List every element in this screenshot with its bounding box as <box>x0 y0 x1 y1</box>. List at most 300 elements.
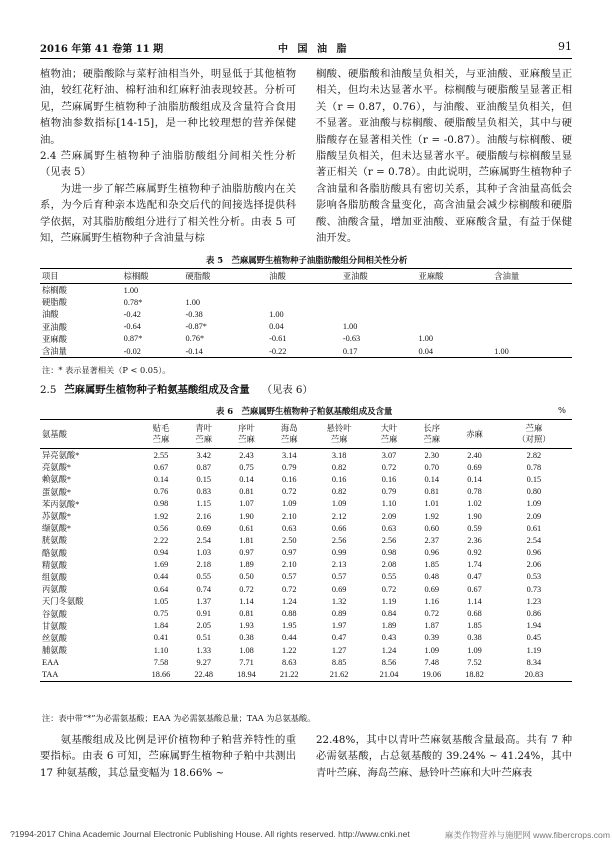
table-cell: 0.72 <box>281 487 297 497</box>
table-cell: 18.66 <box>151 669 171 679</box>
table-cell: 0.87 <box>196 462 211 472</box>
table-cell: 2.08 <box>381 560 397 570</box>
running-header <box>40 40 572 58</box>
table-cell: 0.57 <box>331 572 347 582</box>
table-cell: 0.67 <box>467 584 482 594</box>
table-cell <box>343 284 419 297</box>
table-6-note: 注：表中带“*”为必需氨基酸；EAA 为必需氨基酸总量；TAA 为总氨基酸。 <box>42 713 316 723</box>
table-cell: 0.72 <box>239 584 254 594</box>
table-cell: 1.09 <box>424 645 440 655</box>
table-cell: 0.84 <box>381 609 397 619</box>
table-row-label: 苯丙氨酸* <box>42 499 80 509</box>
table-cell: 0.76 <box>153 487 169 497</box>
table-cell: 1.00 <box>123 285 139 295</box>
table-summary-row <box>40 668 572 681</box>
table-cell: 0.78 <box>467 487 482 497</box>
table-cell: 1.01 <box>424 499 440 509</box>
table-row <box>40 620 572 632</box>
section-2-5-title <box>40 381 313 396</box>
table-cell: 0.81 <box>424 487 440 497</box>
table-cell: 2.40 <box>467 450 482 460</box>
table-row-label: 亚油酸 <box>42 322 67 332</box>
table-cell: -0.64 <box>123 322 141 332</box>
table-cell <box>494 308 572 320</box>
table-cell: 0.47 <box>467 572 482 582</box>
table-5-header-cell: 含油量 <box>494 269 572 284</box>
table-cell: 2.54 <box>526 535 542 545</box>
table-cell: 0.14 <box>239 474 254 484</box>
table-cell: 1.94 <box>526 621 542 631</box>
table-5-body <box>40 284 572 358</box>
table-5-header-cell: 亚麻酸 <box>419 269 495 284</box>
table-row-label: 赖氨酸* <box>42 475 72 485</box>
table-cell: 0.89 <box>331 609 347 619</box>
table-cell: 0.92 <box>467 548 482 558</box>
table-cell: 1.10 <box>153 645 169 655</box>
table-row-label: 甘氨酸 <box>42 621 67 631</box>
table-cell: 0.72 <box>281 584 297 594</box>
table-cell: 1.92 <box>424 511 440 521</box>
table-row-label: 缬氨酸* <box>42 524 72 534</box>
table-cell: 0.48 <box>424 572 440 582</box>
table-6 <box>40 419 572 682</box>
table-cell: 1.87 <box>424 621 440 631</box>
left-column <box>40 66 296 246</box>
table-row-label: TAA <box>42 669 59 679</box>
table-cell: 0.97 <box>281 548 297 558</box>
table-row <box>40 632 572 644</box>
table-cell: 2.36 <box>467 535 482 545</box>
table-row-label: 异亮氨酸* <box>42 451 80 461</box>
table-row-label: 苏氨酸* <box>42 512 72 522</box>
table-cell: -0.38 <box>185 309 203 319</box>
table-cell: 0.80 <box>526 487 542 497</box>
table-cell: 2.12 <box>331 511 347 521</box>
table-cell: -0.14 <box>185 346 203 356</box>
table-6-header-cell: 苎麻 （对照） <box>496 420 572 449</box>
table-cell: 0.78 <box>526 462 542 472</box>
table-row-label: EAA <box>42 657 60 667</box>
table-cell: 1.00 <box>494 346 509 356</box>
copyright-line: ?1994-2017 China Academic Journal Electronic Publishing House. All rights reserved. http://www.cnki.net <box>10 829 410 839</box>
table-row <box>40 473 572 485</box>
table-cell: 1.00 <box>342 322 358 332</box>
table-cell: 3.18 <box>331 450 347 460</box>
table-cell: 0.44 <box>281 633 297 643</box>
table-cell <box>419 321 495 333</box>
table-6-header-cell: 贴毛 苎麻 <box>140 420 183 449</box>
table-cell: -0.42 <box>123 309 141 319</box>
table-cell: 0.55 <box>381 572 397 582</box>
table-row <box>40 534 572 546</box>
table-cell: 1.81 <box>239 535 254 545</box>
table-5-header-cell: 硬脂酸 <box>185 269 269 284</box>
table-row <box>40 583 572 595</box>
table-cell: 22.48 <box>194 669 214 679</box>
table-cell: 7.52 <box>467 657 482 667</box>
table-cell: 1.22 <box>281 645 297 655</box>
table-cell: 1.37 <box>196 596 211 606</box>
paragraph-correlation-intro: 为进一步了解苎麻属野生植物种子油脂肪酸内在关系，为今后育种亲本选配和杂交后代的间接选择提供科学依据，对其脂肪酸组分进行了相关性分析。由表 5 可知，苎麻属野生植物种子含油量与棕 <box>40 182 296 245</box>
table-cell: 0.57 <box>281 572 297 582</box>
table-cell: 1.74 <box>467 560 482 570</box>
table-cell <box>494 333 572 345</box>
table-cell: 2.55 <box>153 450 169 460</box>
table-cell: 0.73 <box>526 584 542 594</box>
table-cell: 21.04 <box>379 669 399 679</box>
bottom-left-column <box>40 732 296 781</box>
table-cell: 1.90 <box>239 511 254 521</box>
table-cell: 2.37 <box>424 535 440 545</box>
table-row <box>40 522 572 534</box>
table-cell: 8.56 <box>381 657 397 667</box>
table-cell: 0.70 <box>424 462 440 472</box>
table-cell: 0.53 <box>526 572 542 582</box>
table-cell: 9.27 <box>196 657 211 667</box>
table-cell: 2.50 <box>281 535 297 545</box>
table-row <box>40 498 572 510</box>
table-cell: 1.89 <box>239 560 254 570</box>
table-6-header-cell: 海岛 苎麻 <box>268 420 311 449</box>
table-6-header-cell: 长序 苎麻 <box>410 420 453 449</box>
table-row <box>40 296 572 308</box>
table-row <box>40 486 572 498</box>
table-cell: 2.56 <box>381 535 397 545</box>
table-cell: 2.10 <box>281 511 297 521</box>
table-cell: 0.44 <box>153 572 169 582</box>
table-row <box>40 345 572 358</box>
table-row <box>40 644 572 656</box>
paragraph-correlation-results: 榈酸、硬脂酸和油酸呈负相关，与亚油酸、亚麻酸呈正相关，但均未达显著水平。棕榈酸与硬脂酸呈显著正相关（r = 0.87，0.76），与油酸、亚油酸呈负相关，但不显著。亚油酸与棕榈酸、硬脂酸呈负相关，其中与硬脂酸存在显著相关性（r = -0.87）。油酸与棕榈酸、硬脂酸呈负相关，但未达显著水平。硬脂酸与棕榈酸呈显著正相关（r = 0.78）。由此说明，苎麻属野生植物种子含油量和各脂肪酸具有密切关系，其种子含油量高低会影响各脂肪酸含量变化，高含油量会减少棕榈酸和硬脂酸、油酸含量，增加亚油酸、亚麻酸含量，有益于保健油开发。 <box>316 68 572 245</box>
table-cell: 21.62 <box>329 669 349 679</box>
table-cell: 0.47 <box>331 633 347 643</box>
table-cell: 2.43 <box>239 450 254 460</box>
table-6-unit: % <box>558 405 566 415</box>
table-cell: 1.09 <box>526 499 542 509</box>
table-cell: 1.90 <box>467 511 482 521</box>
table-row-label: 丙氨酸 <box>42 585 67 595</box>
table-6-header-cell: 悬铃叶 苎麻 <box>311 420 368 449</box>
table-cell: 0.96 <box>424 548 440 558</box>
table-cell: 0.45 <box>526 633 542 643</box>
issue-info: 2016 年第 41 卷第 11 期 <box>40 44 164 55</box>
table-cell: 0.69 <box>467 462 482 472</box>
section-2-5-number: 2.5 <box>40 384 57 396</box>
table-6-header-cell: 大叶 苎麻 <box>368 420 411 449</box>
table-cell: 0.81 <box>239 487 254 497</box>
table-cell: 0.76* <box>185 334 205 344</box>
table-cell: 0.61 <box>526 523 542 533</box>
page-footer <box>10 829 610 839</box>
table-cell: 1.23 <box>526 596 542 606</box>
table-cell: 0.72 <box>381 584 397 594</box>
table-cell: 0.60 <box>424 523 440 533</box>
table-cell: 18.82 <box>465 669 484 679</box>
table-cell: 1.24 <box>381 645 397 655</box>
table-cell: 0.14 <box>153 474 169 484</box>
table-cell: 1.32 <box>331 596 347 606</box>
table-cell: 2.10 <box>281 560 297 570</box>
bottom-right-column <box>316 732 572 781</box>
table-row-label: 脯氨酸 <box>42 646 67 656</box>
table-cell: 0.16 <box>281 474 297 484</box>
table-6-header-cell: 赤麻 <box>453 420 496 449</box>
table-5-caption: 表 5 苎麻属野生植物种子油脂肪酸组分间相关性分析 <box>206 255 408 265</box>
table-cell: -0.87* <box>185 322 207 332</box>
table-cell: 1.09 <box>467 645 482 655</box>
table-cell: 1.08 <box>239 645 254 655</box>
table-cell: 21.22 <box>279 669 299 679</box>
table-cell <box>343 308 419 320</box>
right-column <box>316 66 572 246</box>
table-cell: 1.05 <box>153 596 169 606</box>
table-cell: 0.81 <box>239 609 254 619</box>
table-cell: 3.42 <box>196 450 211 460</box>
table-cell: 3.07 <box>381 450 397 460</box>
table-row <box>40 461 572 473</box>
table-cell: 7.48 <box>424 657 440 667</box>
table-cell: 1.03 <box>196 548 211 558</box>
table-cell: 0.98 <box>153 499 169 509</box>
table-6-header-cell: 序叶 苎麻 <box>225 420 268 449</box>
table-cell: 2.05 <box>196 621 211 631</box>
paragraph-amino-results: 22.48%，其中以青叶苎麻氨基酸含量最高。共有 7 种必需氨基酸，占总氨基酸的 39.24% ~ 41.24%，其中青叶苎麻、海岛苎麻、悬铃叶苎麻和大叶苎麻表 <box>316 734 572 779</box>
table-cell: 0.39 <box>424 633 440 643</box>
table-cell: 0.56 <box>153 523 169 533</box>
table-cell: -0.61 <box>269 334 287 344</box>
table-cell: 1.92 <box>153 511 169 521</box>
watermark-text: 麻类作物营养与施肥网 www.fibercrops.com <box>444 830 610 840</box>
table-cell: 1.16 <box>424 596 440 606</box>
table-row <box>40 321 572 333</box>
table-row-label: 含油量 <box>42 347 67 357</box>
table-5-note: 注：* 表示显著相关（P < 0.05）。 <box>42 365 171 375</box>
table-6-header-cell: 氨基酸 <box>40 420 140 449</box>
table-cell <box>269 284 343 297</box>
table-cell: 0.51 <box>196 633 211 643</box>
table-cell: 1.15 <box>196 499 211 509</box>
table-cell <box>343 296 419 308</box>
table-cell: 2.22 <box>153 535 169 545</box>
table-cell <box>419 308 495 320</box>
table-cell: 0.82 <box>331 462 347 472</box>
table-cell: 0.69 <box>424 584 440 594</box>
table-cell: 0.96 <box>526 548 542 558</box>
table-cell: 1.09 <box>281 499 297 509</box>
table-cell: 1.02 <box>467 499 482 509</box>
table-cell: 0.66 <box>331 523 347 533</box>
table-row <box>40 595 572 607</box>
table-cell: 1.33 <box>196 645 211 655</box>
table-cell: 0.38 <box>239 633 254 643</box>
header-rule <box>40 58 572 59</box>
table-cell: 0.15 <box>526 474 542 484</box>
table-cell: 1.97 <box>331 621 347 631</box>
table-5-header-cell: 项目 <box>40 269 124 284</box>
table-row <box>40 547 572 559</box>
table-cell: 1.00 <box>269 309 284 319</box>
table-cell: 1.85 <box>467 621 482 631</box>
table-row-label: 酪氨酸 <box>42 548 67 558</box>
table-cell: 0.69 <box>331 584 347 594</box>
table-cell: 2.82 <box>526 450 542 460</box>
paragraph-amino-intro: 氨基酸组成及比例是评价植物种子粕营养特性的重要指标。由表 6 可知，苎麻属野生植物种子粕中共测出 17 种氨基酸，其总量变幅为 18.66% ~ <box>40 734 296 779</box>
table-cell: 8.63 <box>281 657 297 667</box>
table-cell: 1.00 <box>418 334 434 344</box>
table-5-header-cell: 棕榈酸 <box>124 269 186 284</box>
table-cell: 1.27 <box>331 645 347 655</box>
section-2-5-ref: （见表 6） <box>261 384 313 396</box>
table-cell: 1.69 <box>153 560 169 570</box>
table-cell: 0.74 <box>196 584 211 594</box>
table-cell: 0.14 <box>424 474 440 484</box>
table-cell: 1.95 <box>281 621 297 631</box>
table-cell: 0.16 <box>331 474 347 484</box>
table-cell: 18.94 <box>237 669 256 679</box>
table-cell: 7.71 <box>239 657 254 667</box>
table-cell: -0.22 <box>269 346 287 356</box>
table-cell: 0.75 <box>153 609 169 619</box>
table-6-body <box>40 449 572 682</box>
table-cell: 1.07 <box>239 499 254 509</box>
section-2-4-title: 2.4 苎麻属野生植物种子油脂肪酸组分间相关性分析（见表 5） <box>40 150 296 179</box>
table-cell: 1.89 <box>381 621 397 631</box>
table-cell: 1.09 <box>331 499 347 509</box>
table-5-header-cell: 油酸 <box>269 269 343 284</box>
table-cell: 0.14 <box>467 474 482 484</box>
table-row-label: 亚麻酸 <box>42 334 67 344</box>
table-cell: 1.19 <box>381 596 397 606</box>
table-cell: 0.38 <box>467 633 482 643</box>
table-cell: -0.02 <box>123 346 141 356</box>
table-cell: 0.50 <box>239 572 254 582</box>
table-cell: 0.97 <box>239 548 254 558</box>
table-cell: 0.04 <box>418 346 434 356</box>
table-6-caption: 表 6 苎麻属野生植物种子粕氨基酸组成及含量 <box>216 406 393 416</box>
table-row-label: 油酸 <box>42 310 59 320</box>
table-cell: 1.10 <box>381 499 397 509</box>
table-cell: 0.43 <box>381 633 397 643</box>
table-row <box>40 284 572 297</box>
table-cell: 1.93 <box>239 621 254 631</box>
table-cell: 0.98 <box>381 548 397 558</box>
table-row <box>40 559 572 571</box>
section-2-5-text: 苎麻属野生植物种子粕氨基酸组成及含量 <box>64 384 250 396</box>
table-cell: 2.06 <box>526 560 542 570</box>
table-cell: 0.16 <box>381 474 397 484</box>
table-cell: 0.63 <box>281 523 297 533</box>
table-cell: 2.18 <box>196 560 211 570</box>
table-cell: 0.17 <box>342 346 358 356</box>
table-row-label: 精氨酸 <box>42 560 67 570</box>
table-cell: 0.72 <box>424 609 440 619</box>
table-row <box>40 510 572 522</box>
table-cell: 0.75 <box>239 462 254 472</box>
table-row-label: 丝氨酸 <box>42 633 67 643</box>
table-5-header-row <box>40 269 572 284</box>
table-cell: 0.82 <box>331 487 347 497</box>
paragraph-oil-quality: 植物油；硬脂酸除与菜籽油相当外，明显低于其他植物油，较红花籽油、棉籽油和红麻籽油表现较甚。分析可见，苎麻属野生植物种子油脂肪酸组成及含量符合食用植物油参数指标[14-15]，是一种比较理想的营养保健油。 <box>40 68 296 146</box>
table-cell: 0.79 <box>281 462 297 472</box>
table-cell: 0.88 <box>281 609 297 619</box>
table-cell: 1.14 <box>239 596 254 606</box>
table-cell: 0.67 <box>153 462 169 472</box>
table-cell: 1.14 <box>467 596 482 606</box>
table-cell: 0.61 <box>239 523 254 533</box>
table-row <box>40 607 572 619</box>
journal-name: 中 国 油 脂 <box>278 44 350 55</box>
table-row-label: 棕榈酸 <box>42 286 67 296</box>
table-cell: 0.68 <box>467 609 482 619</box>
table-cell: 0.91 <box>196 609 211 619</box>
table-row-label: 蛋氨酸* <box>42 487 72 497</box>
table-row-label: 天门冬氨酸 <box>42 597 84 607</box>
table-cell: 0.78* <box>123 297 143 307</box>
table-cell: 19.06 <box>422 669 442 679</box>
table-5-header-cell: 亚油酸 <box>343 269 419 284</box>
table-cell: 8.85 <box>331 657 347 667</box>
table-cell: 2.09 <box>381 511 397 521</box>
table-5 <box>40 268 572 358</box>
table-cell: 1.85 <box>424 560 440 570</box>
page-number: 91 <box>558 40 572 53</box>
table-cell: 0.79 <box>381 487 397 497</box>
table-cell: 0.15 <box>196 474 211 484</box>
table-cell: 2.56 <box>331 535 347 545</box>
table-6-header-row <box>40 420 572 449</box>
table-cell: 2.54 <box>196 535 211 545</box>
table-cell <box>494 321 572 333</box>
table-cell: 0.99 <box>331 548 347 558</box>
table-row-label: 组氨酸 <box>42 572 67 582</box>
table-6-header-cell: 青叶 苎麻 <box>182 420 225 449</box>
table-cell: 2.30 <box>424 450 440 460</box>
table-cell: 1.24 <box>281 596 297 606</box>
table-cell: 0.87* <box>123 334 143 344</box>
table-cell: 2.16 <box>196 511 211 521</box>
table-cell: 0.41 <box>153 633 169 643</box>
table-cell: 1.19 <box>526 645 542 655</box>
table-cell <box>494 284 572 297</box>
table-cell: 20.83 <box>524 669 544 679</box>
table-cell: 0.86 <box>526 609 542 619</box>
table-cell <box>419 284 495 297</box>
table-cell: 0.69 <box>196 523 211 533</box>
table-summary-row <box>40 656 572 668</box>
table-row <box>40 571 572 583</box>
table-row <box>40 449 572 462</box>
table-cell: 3.14 <box>281 450 297 460</box>
table-cell: 0.94 <box>153 548 169 558</box>
table-cell: 0.04 <box>269 322 284 332</box>
table-cell <box>185 284 269 297</box>
table-cell: 0.63 <box>381 523 397 533</box>
table-cell: 7.58 <box>153 657 169 667</box>
table-row-label: 亮氨酸* <box>42 463 72 473</box>
table-cell: 0.64 <box>153 584 169 594</box>
table-cell: 2.13 <box>331 560 347 570</box>
table-cell: 0.83 <box>196 487 211 497</box>
table-cell: 0.59 <box>467 523 482 533</box>
table-cell <box>494 296 572 308</box>
table-cell: 0.72 <box>381 462 397 472</box>
table-cell: 1.84 <box>153 621 169 631</box>
table-cell: 0.55 <box>196 572 211 582</box>
table-cell <box>419 296 495 308</box>
table-cell <box>269 296 343 308</box>
table-row-label: 谷氨酸 <box>42 609 67 619</box>
table-cell: -0.63 <box>342 334 361 344</box>
